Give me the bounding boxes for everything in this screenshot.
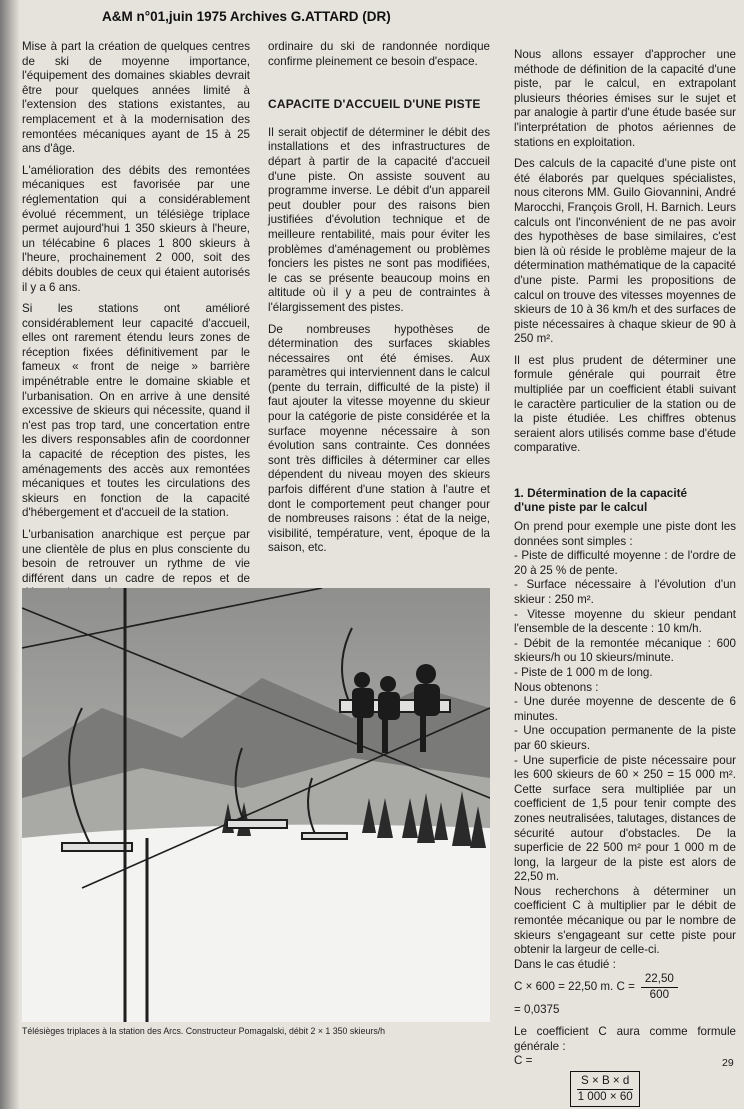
paragraph: Il est plus prudent de déterminer une formule générale qui pourrait être multipliée par un coefficient établi suivant le caractère particulier de la station ou de la piste étudiée. Les chiffres obtenus seraient alors utilisés comme base d'étude comparative.: [514, 353, 736, 455]
data-line: Nous obtenons :: [514, 680, 599, 694]
data-line: - Débit de la remontée mécanique : 600 skieurs/h ou 10 skieurs/minute.: [514, 636, 736, 665]
data-line: - Surface nécessaire à l'évolution d'un skieur : 250 m².: [514, 578, 736, 606]
equation-left: C × 600 = 22,50 m. C =: [514, 980, 635, 994]
result-line: Dans le cas étudié :: [514, 957, 616, 971]
page-gutter-shadow: [0, 0, 20, 1109]
data-line: - Piste de difficulté moyenne : de l'ordre de 20 à 25 % de pente.: [514, 549, 736, 577]
column-left: [22, 40, 250, 608]
paragraph: ordinaire du ski de randonnée nordique confirme pleinement ce besoin d'espace.: [268, 40, 490, 68]
chairlift-photo: [22, 588, 490, 1022]
paragraph: On prend pour exemple une piste dont les données sont simples :: [514, 520, 736, 548]
photo-caption: Télésièges triplaces à la station des Arcs. Constructeur Pomagalski, débit 2 × 1 350 skieurs/h: [22, 1026, 386, 1036]
page-number: 29: [722, 1057, 734, 1069]
fraction-numerator: S × B × d: [577, 1074, 633, 1090]
paragraph: L'urbanisation anarchique est perçue par une clientèle de plus en plus consciente du besoin de retrouver un rythme de vie différent dans un cadre de repos et de: [22, 528, 250, 585]
result-line: Le coefficient C aura comme formule générale :: [514, 1025, 736, 1053]
result-line: - Une superficie de piste nécessaire pour les 600 skieurs de 60 × 250 = 15 000 m². Cette surface sera multipliée par un coefficient de 1,5 pour tenir compte des zones neutralisées, talutages, distances de sécurité autour d'obstacles. De la superficie de 22 500 m² pour 1 000 m de long, la largeur de la piste est alors de 22,50 m.: [514, 753, 736, 884]
heading-line: d'une piste par le calcul: [514, 500, 648, 515]
formula-c: C =: [514, 1054, 533, 1068]
fraction-numerator: 22,50: [641, 972, 678, 988]
result-line: - Une occupation permanente de la piste par 60 skieurs.: [514, 724, 736, 752]
section-heading: CAPACITE D'ACCUEIL D'UNE PISTE: [268, 97, 481, 112]
column-right: [514, 48, 736, 1107]
fraction: [641, 972, 678, 1002]
equation-result: = 0,0375: [514, 1002, 560, 1016]
result-line: - Une durée moyenne de descente de 6 minutes.: [514, 695, 736, 723]
data-line: - Piste de 1 000 m de long.: [514, 665, 653, 679]
paragraph: Mise à part la création de quelques centres de ski de moyenne importance, l'équipement des domaines skiables devrait être pour quelques années limité à l'extension des stations existantes, au remplacement et à la modernisation des remontées mécaniques ayant de 15 à 25 ans d'âge.: [22, 40, 250, 156]
snow-slope: [22, 825, 490, 1022]
column-middle: [268, 40, 490, 563]
formula-box: [570, 1071, 640, 1107]
paragraph: L'amélioration des débits des remontées mécaniques est favorisée par une réglementation qui a considérablement évolué récemment, un télésiège triplace permet aujourd'hui 1 350 skieurs à l'heure, un télécabine 6 places 1 800 skieurs à l'heure, prochainement 2 000, soit des débits doubles de ceux qui étaient autorisés il y a 6 ans.: [22, 163, 250, 294]
chairlift-photo-drawing: [22, 588, 490, 1022]
archive-header: A&M n°01,juin 1975 Archives G.ATTARD (DR): [102, 9, 391, 24]
subsection-heading: [514, 486, 736, 514]
paragraph: Il serait objectif de déterminer le débit des installations et des infrastructures de départ à partir de la capacité d'accueil d'une piste. On assiste souvent au programme inverse. Le débit d'un appareil peut doubler pour des raisons bien justifiées d'évolution technique et de meilleure rentabilité, mais pour éviter les problèmes d'aménagement ou problèmes fonciers les pistes ne sont pas modifiées, le cas se présente beaucoup moins en altitude où il y a peu de contraintes à l'élargissement des pistes.: [268, 125, 490, 314]
heading-line: 1. Détermination de la capacité: [514, 486, 688, 501]
fraction-denominator: 600: [649, 988, 670, 1002]
equation: [514, 972, 736, 1002]
fraction: [577, 1074, 633, 1104]
paragraph: Nous allons essayer d'approcher une méthode de définition de la capacité d'une piste, par le calcul, en extrapolant plusieurs théories émises sur le sujet et par analogie à partir d'une étude basée sur l'interprétation de photos aériennes de stations en exploitation.: [514, 48, 736, 149]
result-line: Nous recherchons à déterminer un coefficient C à multiplier par le débit de remontée mécanique ou par le nombre de skieurs s'engageant sur cette piste pour obtenir la largeur de celle-ci.: [514, 884, 736, 957]
paragraph: De nombreuses hypothèses de détermination des surfaces skiables nécessaires ont été émises. Aux paramètres qui interviennent dans le calcul (pente du terrain, difficulté de la piste) il faut ajouter la vitesse moyenne du skieur pour la catégorie de piste considérée et la surface moyenne nécessaire à son évolution sans contrainte. Ces données sont très difficiles à déterminer car elles dépendent du niveau moyen des skieurs parfois différent d'une station à l'autre et dont le comportement peut changer pour de nombreuses raisons : état de la neige, visibilité, température, vent, époque de la saison, etc.: [268, 322, 490, 555]
paragraph: Des calculs de la capacité d'une piste ont été élaborés par quelques spécialistes, nous citerons MM. Guilo Giovannini, André Marocchi, François Groll, H. Barnich. Leurs calculs ont l'inconvénient de ne pas avoir des hypothèses de base similaires, c'est bien là où réside le problème majeur de la détermination mathématique de la capacité d'une piste. Parmi les propositions de calcul on trouve des vitesses moyennes de skieurs de 10 à 36 km/h et des surfaces de piste nécessaires à chaque skieur de 90 à 250 m².: [514, 157, 736, 346]
data-line: - Vitesse moyenne du skieur pendant l'ensemble de la descente : 10 km/h.: [514, 607, 736, 636]
paragraph: Si les stations ont amélioré considérablement leur capacité d'accueil, elles ont rarement étendu leurs zones de réception fixées définitivement par le fameux « front de neige » barrière impénétrable entre le domaine skiable et l'urbanisation. On en arrive à une densité excessive de skieurs qui nécessite, quand il n'est pas trop tard, une concertation entre les divers responsables afin de coordonner la capacité de réception des pistes, les aménagements des accès aux remontées mécaniques et toutes les circulations des skieurs en fonction de la capacité d'hébergement et d'accueil de la station.: [22, 302, 250, 520]
fraction-denominator: 1 000 × 60: [577, 1089, 633, 1103]
